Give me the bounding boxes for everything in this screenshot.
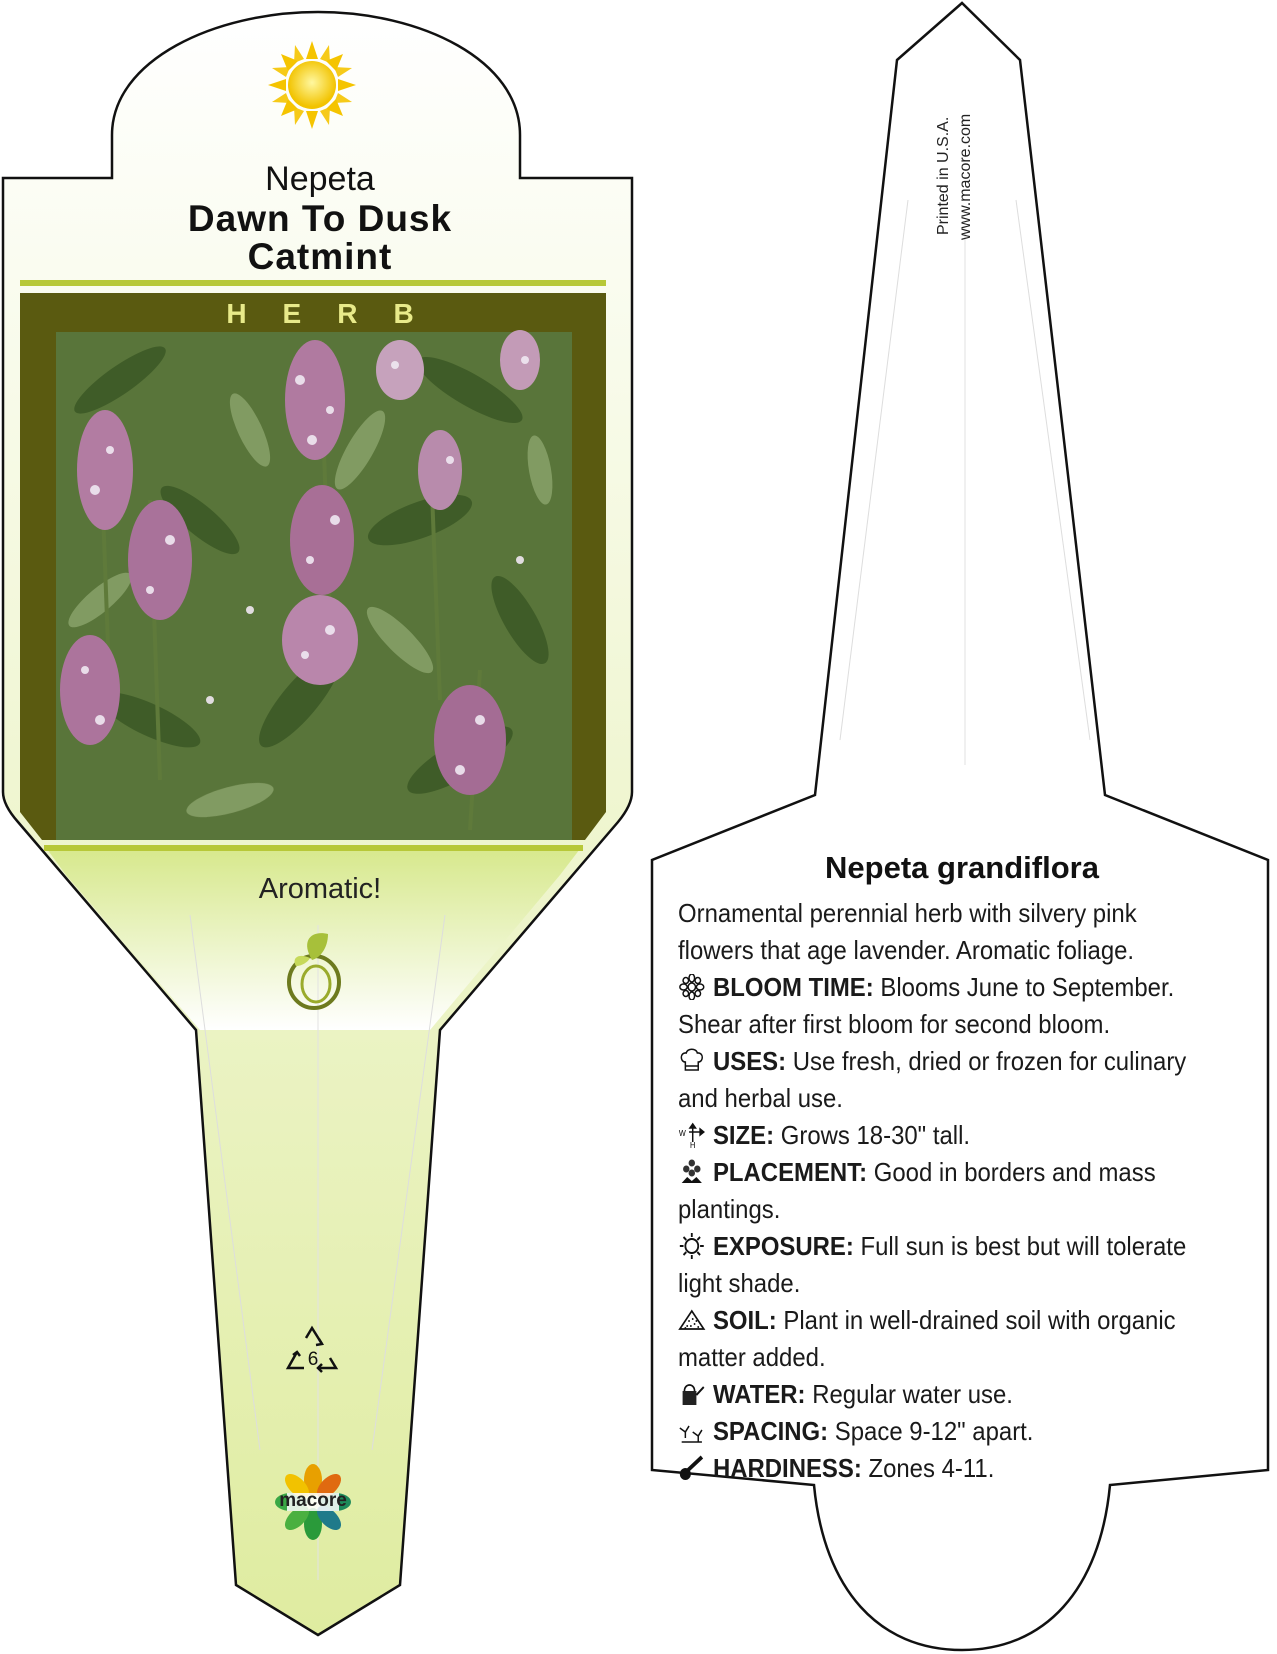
care-text: Plant in well-drained soil with organic matter added.	[678, 1305, 1176, 1372]
care-instructions	[678, 895, 1207, 1487]
care-text: Good in borders and mass plantings.	[678, 1157, 1156, 1224]
care-label: USES:	[712, 1046, 787, 1076]
recycle-number: 6	[307, 1349, 319, 1370]
care-placement	[678, 1154, 1207, 1228]
watering-can-icon	[678, 1381, 707, 1407]
care-size	[678, 1117, 1207, 1154]
soil-icon	[678, 1307, 707, 1333]
placement-icon	[678, 1159, 707, 1185]
svg-text:W: W	[678, 1128, 686, 1139]
description: Ornamental perennial herb with silvery pink flowers that age lavender. Aromatic foliage.	[678, 898, 1137, 965]
cultivar-name-line2: Catmint	[247, 236, 393, 277]
plant-photo	[56, 330, 572, 840]
sun-outline-icon	[678, 1233, 707, 1259]
flower-icon	[678, 974, 707, 1000]
care-soil	[678, 1302, 1207, 1376]
care-text: Use fresh, dried or frozen for culinary and herbal use.	[678, 1046, 1187, 1113]
thermometer-icon	[678, 1455, 707, 1481]
spacing-icon	[678, 1418, 707, 1444]
care-hardiness	[678, 1450, 1207, 1487]
title-rule	[20, 280, 606, 286]
care-label: HARDINESS:	[712, 1453, 862, 1483]
cultivar-name-line1: Dawn To Dusk	[187, 198, 453, 239]
size-arrows-icon	[678, 1122, 707, 1148]
sun-icon	[268, 41, 356, 129]
care-water	[678, 1376, 1207, 1413]
care-label: EXPOSURE:	[712, 1231, 854, 1261]
printed-location: Printed in U.S.A.	[935, 116, 952, 235]
care-label: SIZE:	[712, 1120, 775, 1150]
care-label: BLOOM TIME:	[712, 972, 874, 1002]
care-label: SOIL:	[712, 1305, 777, 1335]
care-label: PLACEMENT:	[712, 1157, 868, 1187]
care-text: Full sun is best but will tolerate light shade.	[678, 1231, 1187, 1298]
care-bloom-time	[678, 969, 1207, 1043]
care-spacing	[678, 1413, 1207, 1450]
care-uses	[678, 1043, 1207, 1117]
care-text: Blooms June to September. Shear after first bloom for second bloom.	[678, 972, 1175, 1039]
care-exposure	[678, 1228, 1207, 1302]
care-text: Space 9-12" apart.	[834, 1416, 1034, 1446]
care-label: SPACING:	[712, 1416, 829, 1446]
botanical-name: Nepeta grandiflora	[825, 850, 1099, 885]
care-text: Zones 4-11.	[868, 1453, 995, 1483]
website: www.macore.com	[957, 113, 974, 240]
tagline: Aromatic!	[258, 873, 382, 905]
category-label: HERB	[226, 298, 450, 329]
svg-text:H: H	[689, 1140, 696, 1148]
logo-text: macore	[279, 1490, 347, 1511]
genus-name: Nepeta	[265, 160, 375, 198]
chef-hat-icon	[678, 1048, 707, 1074]
printed-info	[935, 30, 975, 240]
care-text: Grows 18-30" tall.	[780, 1120, 971, 1150]
care-label: WATER:	[712, 1379, 806, 1409]
care-text: Regular water use.	[812, 1379, 1013, 1409]
